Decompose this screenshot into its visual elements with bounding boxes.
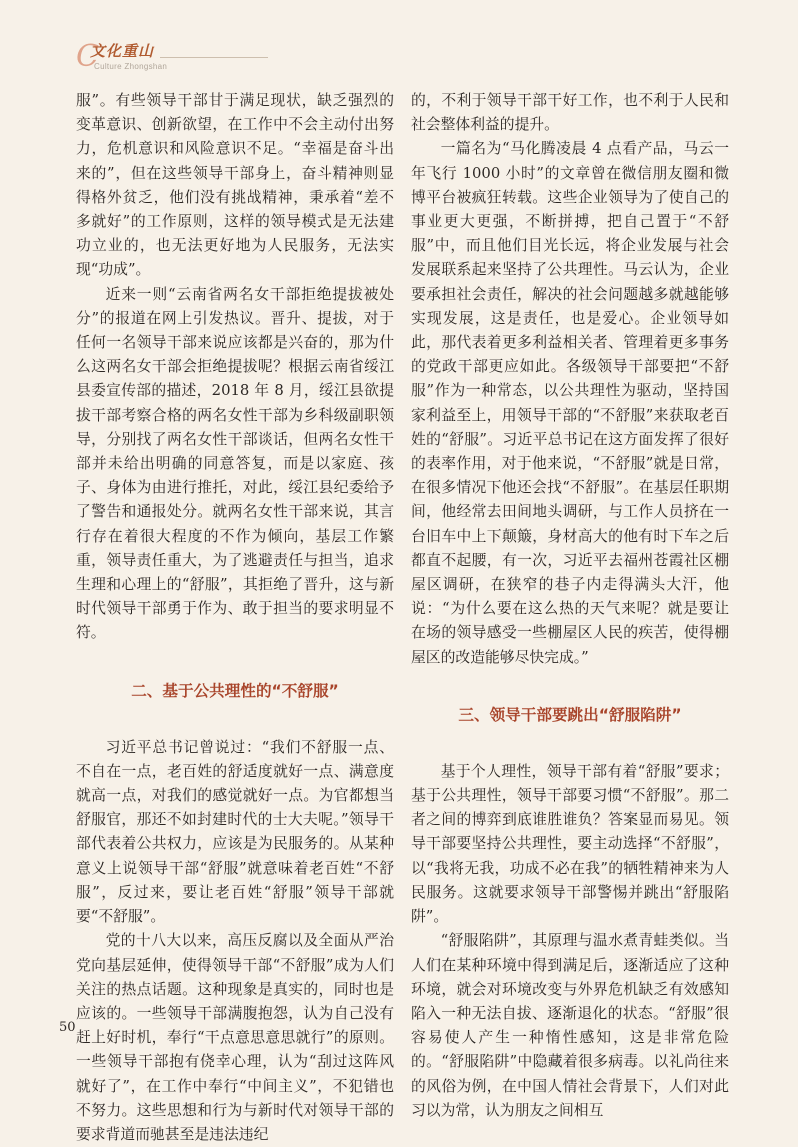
right-column bbox=[411, 89, 729, 1123]
section-heading-2: 二、基于公共理性的“不舒服” bbox=[131, 681, 339, 700]
masthead-c-logo-icon: C bbox=[76, 39, 99, 74]
masthead-rule bbox=[160, 57, 268, 58]
right-paragraph-3: 基于个人理性，领导干部有着“舒服”要求；基于公共理性，领导干部要习惯“不舒服”。那二者之间的博弈到底谁胜谁负？答案显而易见。领导干部要坚持公共理性，要主动选择“不舒服”，以“我将无我，功成不必在我”的牺牲精神来为人民服务。这就要求领导干部警惕并跳出“舒服陷阱”。 bbox=[411, 762, 729, 926]
left-paragraph-3: 习近平总书记曾说过：“我们不舒服一点、不自在一点，老百姓的舒适度就好一点、满意度就高一点，对我们的感觉就好一点。为官都想当舒服官，那还不如封建时代的士大夫呢。”领导干部代表着公共权力，应该是为民服务的。从某种意义上说领导干部“舒服”就意味着老百姓“不舒服”，反过来，要让老百姓“舒服”领导干部就要“不舒服”。 bbox=[76, 738, 394, 926]
right-paragraph-2: 一篇名为“马化腾凌晨 4 点看产品，马云一年飞行 1000 小时”的文章曾在微信朋友圈和微博平台被疯狂转载。这些企业领导为了使自己的事业更大更强，不断拼搏，把自己置于“不舒服”中，而且他们目光长远，将企业发展与社会发展联系起来坚持了公共理性。马云认为，企业要承担社会责任，解决的社会问题越多就越能够实现发展，这是责任，也是爱心。企业领导如此，那代表着更多利益相关者、管理着更多事务的党政干部更应如此。各级领导干部要把“不舒服”作为一种常态，以公共理性为驱动，坚持国家利益至上，用领导干部的“不舒服”来获取老百姓的“舒服”。习近平总书记在这方面发挥了很好的表率作用，对于他来说，“不舒服”就是日常，在很多情况下他还会找“不舒服”。在基层任职期间，他经常去田间地头调研，与工作人员挤在一台旧车中上下颠簸，身材高大的他有时下车之后都直不起腰，有一次，习近平去福州苍霞社区棚屋区调研，在狭窄的巷子内走得满头大汗，他说：“为什么要在这么热的天气来呢？就是要让在场的领导感受一些棚屋区人民的疾苦，使得棚屋区的改造能够尽快完成。” bbox=[411, 140, 729, 666]
left-paragraph-1: 服”。有些领导干部甘于满足现状，缺乏强烈的变革意识、创新欲望，在工作中不会主动付出努力，危机意识和风险意识不足。“幸福是奋斗出来的”，但在这些领导干部身上，奋斗精神则显得格外贫乏，他们没有挑战精神，秉承着“差不多就好”的工作原则，这样的领导模式是无法建功立业的，也无法更好地为人民服务，无法实现“功成”。 bbox=[76, 92, 394, 279]
masthead-title: 文化重山 bbox=[90, 42, 155, 60]
page-number: 50 bbox=[59, 1020, 76, 1035]
left-paragraph-4: 党的十八大以来，高压反腐以及全面从严治党向基层延伸，使得领导干部“不舒服”成为人们关注的热点话题。这种现象是真实的，同时也是应该的。一些领导干部满腹抱怨，认为自己没有赶上好时机，奉行“干点意思意思就行”的原则。一些领导干部抱有侥幸心理，认为“刮过这阵风就好了”，在工作中奉行“中间主义”，不犯错也不努力。这些思想和行为与新时代对领导干部的要求背道而驰甚至是违法违纪 bbox=[76, 932, 394, 1143]
left-column bbox=[76, 89, 394, 1147]
right-paragraph-4: “舒服陷阱”，其原理与温水煮青蛙类似。当人们在某种环境中得到满足后，逐渐适应了这种环境，就会对环境改变与外界危机缺乏有效感知陷入一种无法自拔、逐渐退化的状态。“舒服”很容易使人产生一种惰性感知，这是非常危险的。“舒服陷阱”中隐藏着很多病毒。以礼尚往来的风俗为例，在中国人情社会背景下，人们对此习以为常，认为朋友之间相互 bbox=[411, 932, 729, 1119]
masthead bbox=[76, 36, 196, 76]
masthead-subtitle: Culture Zhongshan bbox=[94, 62, 168, 71]
section-heading-3: 三、领导干部要跳出“舒服陷阱” bbox=[458, 705, 682, 724]
right-paragraph-1: 的，不利于领导干部干好工作，也不利于人民和社会整体利益的提升。 bbox=[411, 92, 729, 134]
left-paragraph-2: 近来一则“云南省两名女干部拒绝提拔被处分”的报道在网上引发热议。晋升、提拔，对于任何一名领导干部来说应该都是兴奋的，那为什么这两名女干部会拒绝提拔呢？根据云南省绥江县委宣传部的描述，2018 年 8 月，绥江县欲提拔干部考察合格的两名女性干部为乡科级副职领导，分别找了两名女性干部谈话，但两名女性干部并未给出明确的同意答复，而是以家庭、孩子、身体为由进行推托，对此，绥江县纪委给予了警告和通报处分。就两名女性干部来说，其言行存在着很大程度的不作为倾向，基层工作繁重，领导责任重大，为了逃避责任与担当，追求生理和心理上的“舒服”，其拒绝了晋升，这与新时代领导干部勇于作为、敢于担当的要求明显不符。 bbox=[76, 285, 394, 642]
